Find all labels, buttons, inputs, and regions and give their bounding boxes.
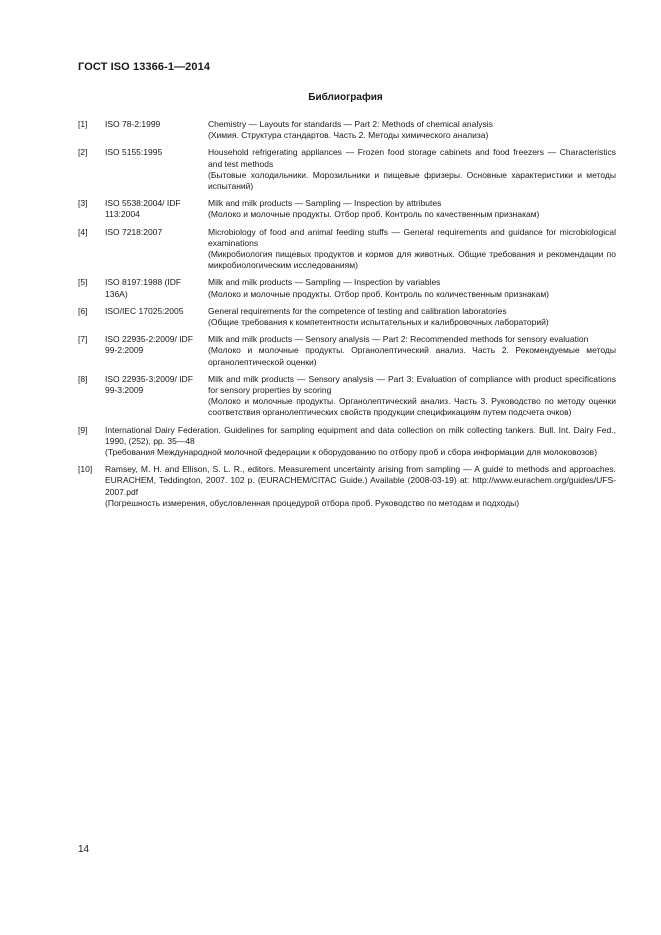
standard-code: ISO/IEC 17025:2005: [105, 305, 184, 316]
english-title: Milk and milk products — Sampling — Inspection by attributes: [208, 198, 442, 209]
russian-title: (Требования Международной молочной федерации к оборудованию по отбору проб и сбора информации для молоковозов): [105, 447, 598, 458]
russian-title: (Молоко и молочные продукты. Органолептический анализ. Часть 3. Руководство по методу оценки соответствия органолептических свойств продукции спецификациям путем подсчета очков): [208, 396, 616, 418]
entry-description: [208, 374, 616, 419]
english-title: Household refrigerating appliances — Frozen food storage cabinets and food freezers — Characteristics and test methods: [208, 147, 616, 169]
bibliography-list: [78, 119, 616, 515]
entry-description: [105, 425, 616, 459]
bibliography-title: Библиография: [308, 92, 383, 103]
russian-title: (Микробиология пищевых продуктов и кормов для животных. Общие требования и рекомендации по микробиологическим исследованиям): [208, 249, 616, 271]
english-title: Milk and milk products — Sampling — Inspection by variables: [208, 277, 441, 288]
standard-code: ISO 7218:2007: [105, 226, 163, 237]
entry-description: [208, 119, 616, 141]
bibliography-entry-4: [78, 227, 616, 272]
bibliography-entry-8: [78, 374, 616, 419]
standard-code: ISO 78-2:1999: [105, 119, 161, 129]
entry-description: [208, 277, 616, 299]
russian-title: (Химия. Структура стандартов. Часть 2. Методы химического анализа): [208, 130, 489, 141]
entry-number: [4]: [78, 226, 88, 237]
english-title: Milk and milk products — Sensory analysis — Part 3: Evaluation of compliance with product specifications for sensory properties by scoring: [208, 373, 616, 396]
entry-description: [208, 334, 616, 368]
bibliography-entry-10: [78, 464, 616, 509]
russian-title: (Бытовые холодильники. Морозильники и пищевые фризеры. Основные характеристики и методы испытаний): [208, 169, 616, 192]
english-title: Microbiology of food and animal feeding stuffs — General requirements and guidance for microbiological examinations: [208, 226, 616, 248]
entry-description: [208, 198, 616, 220]
bibliography-entry-6: [78, 306, 616, 328]
entry-description: [105, 464, 616, 509]
entry-number: [10]: [78, 464, 93, 475]
bibliography-entry-9: [78, 425, 616, 459]
entry-number: [7]: [78, 334, 88, 345]
standard-code: ISO 8197:1988 (IDF 136A): [105, 277, 182, 299]
bibliography-entry-1: [78, 119, 616, 141]
standard-code: ISO 5538:2004/ IDF 113:2004: [105, 198, 181, 220]
russian-title: (Погрешность измерения, обусловленная процедурой отбора проб. Руководство по методам и подходы): [105, 497, 520, 508]
entry-number: [1]: [78, 119, 88, 129]
bibliography-entry-3: [78, 198, 616, 220]
english-title: Chemistry — Layouts for standards — Part 2: Methods of chemical analysis: [208, 119, 493, 129]
entry-description: [208, 227, 616, 272]
english-title: Milk and milk products — Sensory analysis — Part 2: Recommended methods for sensory evaluation: [208, 334, 589, 345]
bibliography-entry-2: [78, 147, 616, 192]
entry-number: [6]: [78, 305, 88, 316]
document-code-header: ГОСТ ISO 13366-1—2014: [78, 61, 211, 73]
russian-title: (Молоко и молочные продукты. Отбор проб. Контроль по количественным признакам): [208, 288, 549, 299]
entry-description: [208, 306, 616, 328]
entry-number: [5]: [78, 277, 88, 288]
english-title: International Dairy Federation. Guidelines for sampling equipment and data collection on milk collecting tankers. Bull. Int. Dairy Fed., 1990, (252), pp. 35—48: [105, 424, 616, 446]
standard-code: ISO 22935-3:2009/ IDF 99-3:2009: [105, 373, 193, 396]
standard-code: ISO 5155:1995: [105, 147, 163, 158]
russian-title: (Молоко и молочные продукты. Органолептический анализ. Часть 2. Рекомендуемые методы органолептической оценки): [208, 345, 616, 367]
standard-code: ISO 22935-2:2009/ IDF 99-2:2009: [105, 334, 193, 356]
russian-title: (Молоко и молочные продукты. Отбор проб. Контроль по качественным признакам): [208, 209, 540, 220]
english-title: Ramsey, M. H. and Ellison, S. L. R., editors. Measurement uncertainty arising from sampling — A guide to methods and approaches. EURACHEM, Teddington, 2007. 102 p. (EURACHEM/CITAC Guide.) Available (2008-03-19) at: http://www.eurachem.org/guides/UFS-2007.pdf: [105, 464, 616, 497]
entry-number: [8]: [78, 373, 88, 384]
entry-description: [208, 147, 616, 192]
bibliography-entry-5: [78, 277, 616, 299]
page-number: 14: [78, 844, 90, 855]
bibliography-entry-7: [78, 334, 616, 368]
entry-number: [3]: [78, 198, 88, 209]
entry-number: [9]: [78, 424, 88, 435]
entry-number: [2]: [78, 147, 88, 158]
russian-title: (Общие требования к компетентности испытательных и калибровочных лабораторий): [208, 317, 549, 328]
english-title: General requirements for the competence of testing and calibration laboratories: [208, 305, 507, 316]
